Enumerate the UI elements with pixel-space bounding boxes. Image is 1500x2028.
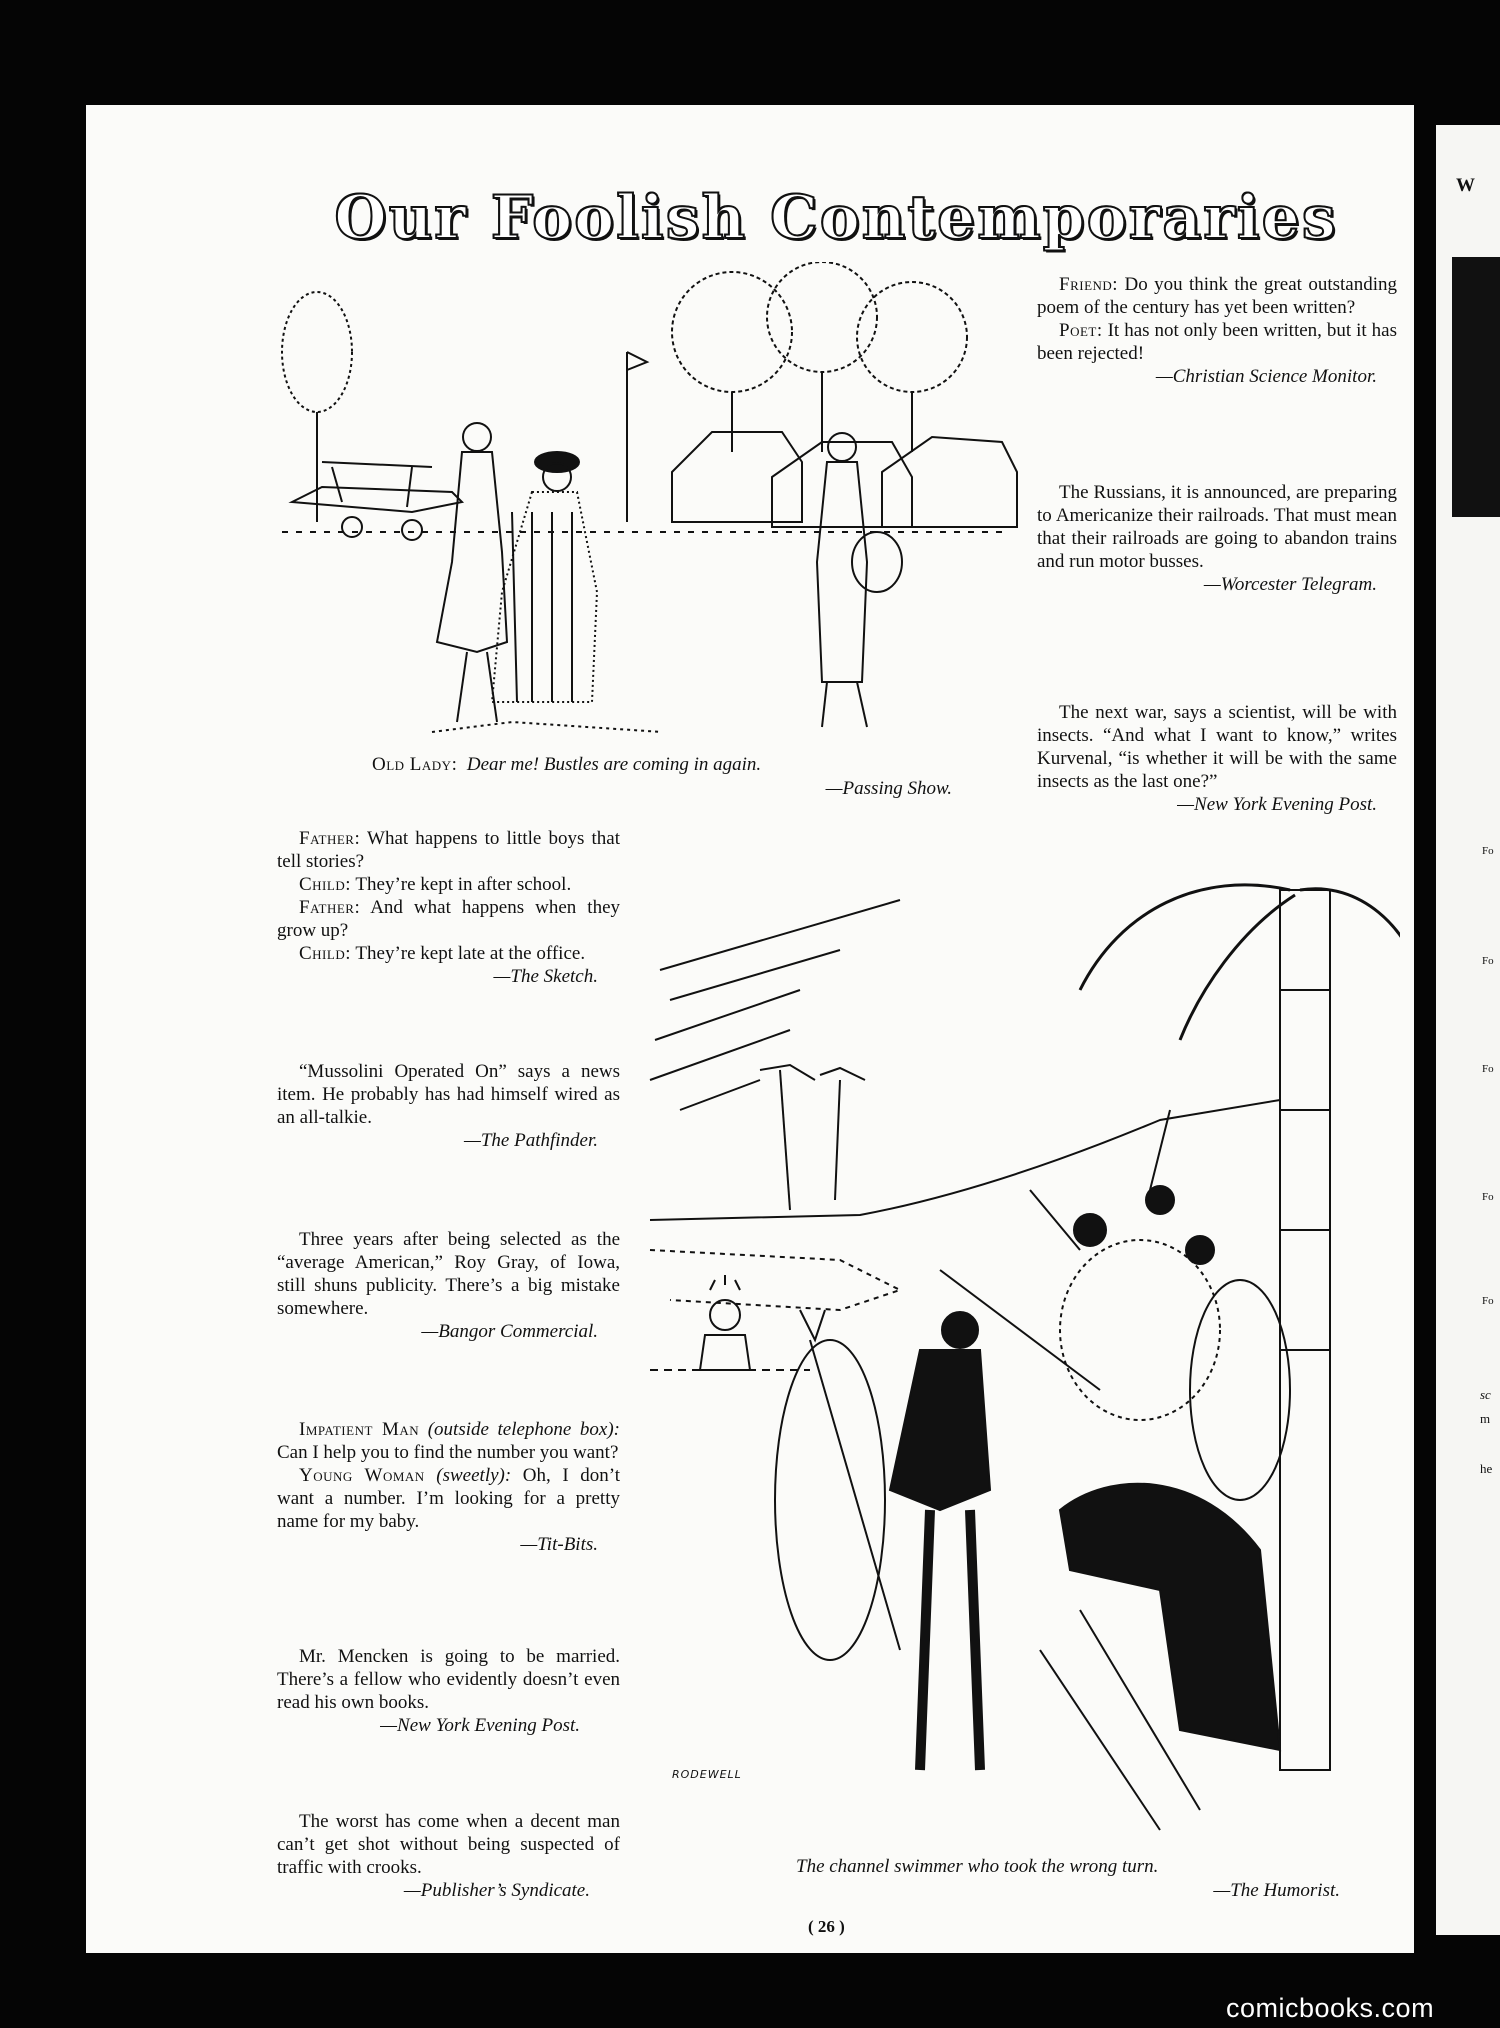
- adjacent-page-fragment: Fo: [1482, 1191, 1494, 1203]
- joke-text: The worst has come when a decent man can’t get shot without being suspected of traffic with crooks.: [277, 1811, 620, 1878]
- friend-line: Do you think the great outstanding poem of the century has yet been written?: [1037, 274, 1397, 318]
- source-credit: —The Pathfinder.: [463, 1130, 598, 1151]
- adjacent-page-table: [1452, 257, 1500, 517]
- father-line: And what happens when they grow up?: [277, 897, 621, 941]
- caption-text: Dear me! Bustles are coming in again.: [466, 754, 762, 775]
- joke-text: Three years after being selected as the “average American,” Roy Gray, of Iowa, still shuns publicity. There’s a big mistake somewhere.: [277, 1229, 620, 1319]
- airfield-cartoon: [262, 262, 1022, 742]
- stage-direction: (sweetly):: [436, 1465, 512, 1486]
- cartoon-trees-right: [672, 262, 967, 452]
- adjacent-page-edge: [1436, 125, 1500, 1935]
- joke-roy-gray: [277, 1228, 620, 1343]
- cartoon-swimmer: [650, 1275, 810, 1370]
- cartoon-aviatrix: [817, 433, 902, 727]
- speaker-friend: Friend:: [1059, 274, 1119, 295]
- speaker-child: Child:: [299, 874, 351, 895]
- cartoon-warrior: [775, 1310, 990, 1770]
- joke-text: The Russians, it is announced, are preparing to Americanize their railroads. That must mean that their railroads are going to abandon trains and run motor busses.: [1037, 482, 1397, 572]
- caption-speaker: Old Lady:: [372, 754, 458, 775]
- joke-worst: [277, 1810, 620, 1902]
- joke-russians: [1037, 481, 1397, 596]
- speaker-child: Child:: [299, 943, 351, 964]
- joke-text: The next war, says a scientist, will be with insects. “And what I want to know,” writes Kurvenal, “is whether it will be with the same insects as the last one?”: [1037, 702, 1397, 792]
- source-credit: —The Sketch.: [493, 966, 598, 987]
- adjacent-page-fragment: m: [1480, 1411, 1491, 1426]
- source-credit: —Tit-Bits.: [520, 1534, 598, 1555]
- speaker-father: Father:: [299, 828, 361, 849]
- adjacent-page-fragment: Fo: [1482, 845, 1494, 857]
- bottom-cartoon-caption: The channel swimmer who took the wrong turn.: [796, 1856, 1159, 1877]
- source-credit: —Worcester Telegram.: [1203, 574, 1377, 595]
- child-line: They’re kept late at the office.: [355, 943, 586, 964]
- source-credit: —Publisher’s Syndicate.: [403, 1880, 590, 1901]
- joke-text: “Mussolini Operated On” says a news item. He probably has had himself wired as an all-talkie.: [277, 1061, 620, 1128]
- child-line: They’re kept in after school.: [355, 874, 572, 895]
- bottom-cartoon-source: —The Humorist.: [1213, 1880, 1340, 1901]
- cartoon-distant-palms: [760, 1065, 865, 1210]
- top-cartoon-caption: [372, 753, 761, 777]
- top-cartoon-source: —Passing Show.: [825, 778, 952, 799]
- adjacent-page-fragment: W: [1456, 175, 1475, 196]
- man-line: Can I help you to find the number you want?: [277, 1442, 619, 1463]
- father-line: What happens to little boys that tell stories?: [277, 828, 620, 872]
- speaker-impatient-man: Impatient Man: [299, 1419, 420, 1440]
- speaker-poet: Poet:: [1059, 320, 1103, 341]
- source-credit: —New York Evening Post.: [1177, 794, 1377, 815]
- joke-mencken: [277, 1645, 620, 1737]
- source-credit: —New York Evening Post.: [380, 1715, 580, 1736]
- cartoon-hangars: [672, 432, 1017, 527]
- joke-insects: [1037, 701, 1397, 816]
- page-number: ( 26 ): [808, 1917, 845, 1936]
- adjacent-page-fragment: Fo: [1482, 1063, 1494, 1075]
- adjacent-page-fragment: Fo: [1482, 1295, 1494, 1307]
- site-watermark: comicbooks.com: [1226, 1993, 1435, 2023]
- joke-father-child: [277, 827, 620, 988]
- cartoon-tribesmen-group: [940, 1110, 1290, 1750]
- cartoon-young-woman: [437, 423, 507, 722]
- joke-text: Mr. Mencken is going to be married. There’s a fellow who evidently doesn’t even read his own books.: [277, 1646, 620, 1713]
- poet-line: It has not only been written, but it has been rejected!: [1037, 320, 1398, 364]
- cartoon-old-lady: [492, 452, 597, 702]
- joke-telephone: [277, 1418, 620, 1556]
- cartoon-tree: [282, 292, 352, 412]
- page-title: Our Foolish Contemporaries: [334, 183, 1338, 253]
- woman-line: Oh, I don’t want a number. I’m looking for a pretty name for my baby.: [277, 1465, 621, 1532]
- speaker-young-woman: Young Woman: [299, 1465, 425, 1486]
- stage-direction: (outside telephone box):: [427, 1419, 620, 1440]
- adjacent-page-fragment: Fo: [1482, 955, 1494, 967]
- speaker-father: Father:: [299, 897, 361, 918]
- adjacent-page-fragment: sc: [1480, 1387, 1491, 1402]
- adjacent-page-fragment: he: [1480, 1461, 1493, 1476]
- cartoon-shoreline: [650, 1100, 1280, 1220]
- joke-mussolini: [277, 1060, 620, 1152]
- joke-friend-poet: [1037, 273, 1397, 388]
- source-credit: —Christian Science Monitor.: [1155, 366, 1377, 387]
- cartoon-signature: RODEWELL: [672, 1768, 742, 1781]
- channel-swimmer-cartoon: [640, 870, 1400, 1870]
- source-credit: —Bangor Commercial.: [421, 1321, 598, 1342]
